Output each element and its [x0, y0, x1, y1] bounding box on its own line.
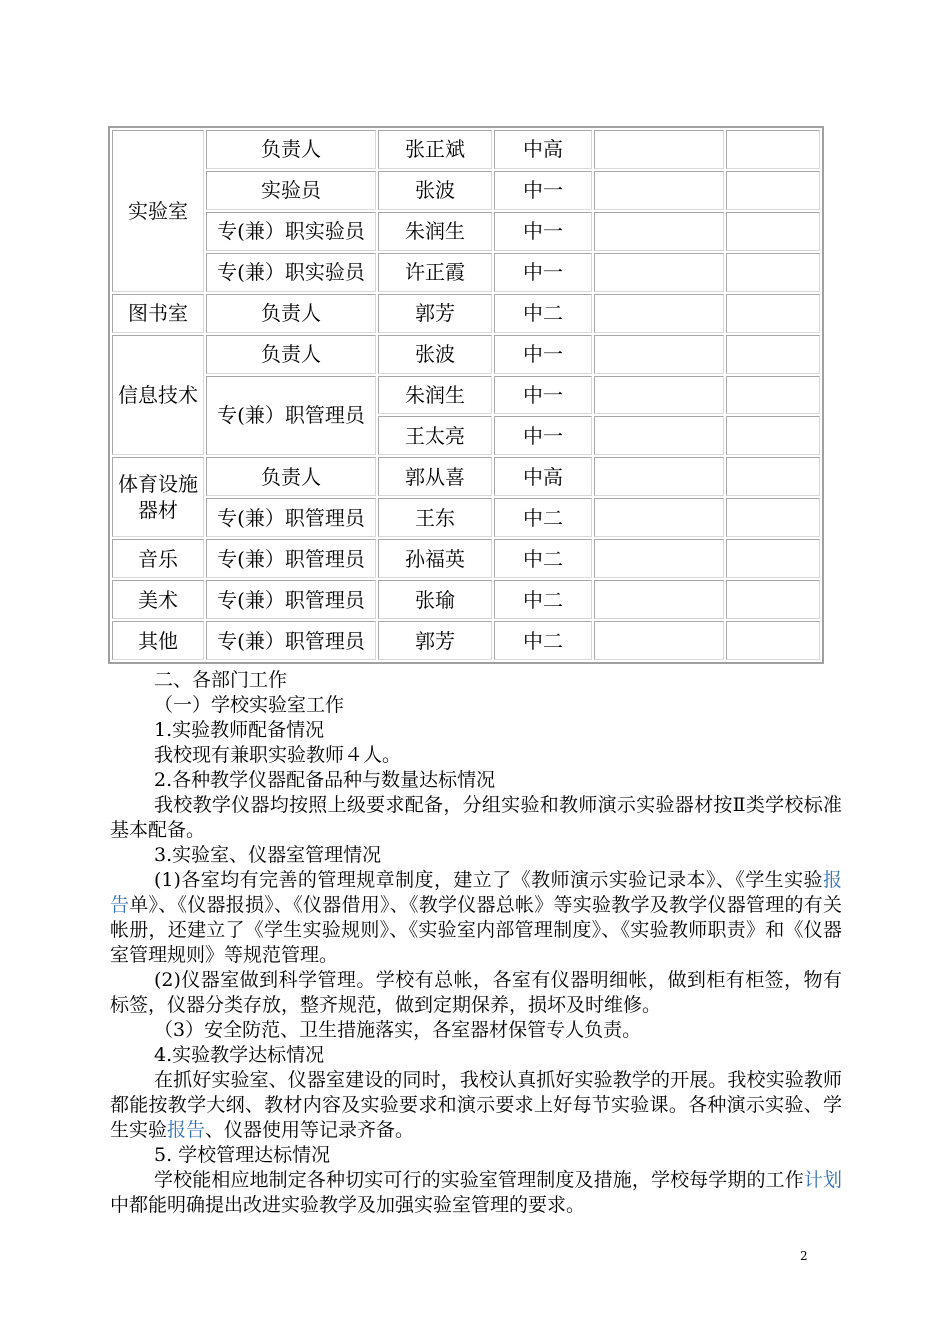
item-title: 3.实验室、仪器室管理情况 — [154, 844, 382, 866]
table-row — [112, 457, 820, 496]
empty-cell — [594, 376, 724, 415]
role-cell: 负责人 — [206, 457, 376, 496]
empty-cell — [594, 457, 724, 496]
role-cell: 专(兼）职管理员 — [206, 621, 376, 660]
report-link[interactable]: 报告 — [110, 869, 842, 916]
empty-cell — [594, 416, 724, 455]
role-cell: 专(兼）职实验员 — [206, 212, 376, 251]
title-cell: 中一 — [494, 416, 592, 455]
dept-cell: 实验室 — [112, 130, 204, 292]
empty-cell — [726, 294, 820, 333]
paragraph: (2)仪器室做到科学管理。学校有总帐，各室有仪器明细帐，做到柜有柜签，物有标签，仪器分类存放，整齐规范，做到定期保养，损坏及时维修。 — [110, 969, 842, 1016]
table-row — [112, 130, 820, 169]
empty-cell — [594, 171, 724, 210]
subsection-heading: （一）学校实验室工作 — [154, 694, 345, 716]
empty-cell — [594, 580, 724, 619]
paragraph — [110, 1068, 842, 1143]
dept-cell: 信息技术 — [112, 335, 204, 456]
text-span: 、仪器使用等记录齐备。 — [205, 1119, 415, 1141]
table-row — [112, 498, 820, 537]
section-heading: 二、各部门工作 — [154, 669, 288, 691]
name-cell: 许正霞 — [378, 253, 492, 292]
name-cell: 张波 — [378, 171, 492, 210]
dept-cell: 体育设施器材 — [112, 457, 204, 537]
empty-cell — [726, 457, 820, 496]
dept-cell: 音乐 — [112, 539, 204, 578]
role-cell: 负责人 — [206, 130, 376, 169]
item-title: 1.实验教师配备情况 — [154, 719, 325, 741]
paragraph — [110, 868, 842, 968]
role-cell: 专(兼）职管理员 — [206, 376, 376, 456]
item-title: 4.实验教学达标情况 — [154, 1044, 325, 1066]
paragraph: 我校现有兼职实验教师４人。 — [154, 744, 402, 766]
text-span: (1)各室均有完善的管理规章制度，建立了《教师演示实验记录本》、《学生实验 — [154, 869, 823, 891]
empty-cell — [594, 212, 724, 251]
empty-cell — [726, 539, 820, 578]
table-row — [112, 212, 820, 251]
report-link[interactable]: 报告 — [167, 1119, 206, 1141]
empty-cell — [726, 130, 820, 169]
table-row — [112, 335, 820, 374]
empty-cell — [594, 130, 724, 169]
text-span: 学校能相应地制定各种切实可行的实验室管理制度及措施，学校每学期的工作 — [154, 1169, 804, 1191]
role-cell: 专(兼）职管理员 — [206, 539, 376, 578]
name-cell: 郭芳 — [378, 294, 492, 333]
paragraph: 我校教学仪器均按照上级要求配备，分组实验和教师演示实验器材按Ⅱ类学校标准基本配备。 — [110, 794, 842, 841]
title-cell: 中二 — [494, 539, 592, 578]
empty-cell — [594, 498, 724, 537]
dept-cell: 美术 — [112, 580, 204, 619]
table-row — [112, 580, 820, 619]
name-cell: 孙福英 — [378, 539, 492, 578]
name-cell: 王东 — [378, 498, 492, 537]
title-cell: 中高 — [494, 457, 592, 496]
table-row — [112, 621, 820, 660]
name-cell: 张正斌 — [378, 130, 492, 169]
title-cell: 中二 — [494, 294, 592, 333]
page-number: 2 — [800, 1249, 808, 1263]
empty-cell — [594, 294, 724, 333]
title-cell: 中二 — [494, 621, 592, 660]
title-cell: 中一 — [494, 212, 592, 251]
role-cell: 专(兼）职实验员 — [206, 253, 376, 292]
title-cell: 中一 — [494, 335, 592, 374]
empty-cell — [726, 212, 820, 251]
empty-cell — [726, 498, 820, 537]
body-text — [110, 668, 842, 1218]
title-cell: 中二 — [494, 498, 592, 537]
paragraph — [110, 1168, 842, 1218]
role-cell: 专(兼）职管理员 — [206, 580, 376, 619]
empty-cell — [726, 621, 820, 660]
role-cell: 专(兼）职管理员 — [206, 498, 376, 537]
item-title: 2.各种教学仪器配备品种与数量达标情况 — [154, 769, 496, 791]
staff-table — [108, 126, 824, 664]
table-row — [112, 171, 820, 210]
name-cell: 王太亮 — [378, 416, 492, 455]
item-title: 5. 学校管理达标情况 — [154, 1144, 331, 1166]
name-cell: 郭芳 — [378, 621, 492, 660]
table-row — [112, 294, 820, 333]
name-cell: 朱润生 — [378, 376, 492, 415]
role-cell: 负责人 — [206, 294, 376, 333]
text-span: 在抓好实验室、仪器室建设的同时，我校认真抓好实验教学的开展。我校实验教师都能按教学大纲、教材内容及实验要求和演示要求上好每节实验课。各种演示实验、学生实验 — [110, 1069, 842, 1141]
paragraph: （3）安全防范、卫生措施落实，各室器材保管专人负责。 — [154, 1019, 642, 1041]
dept-cell: 其他 — [112, 621, 204, 660]
role-cell: 实验员 — [206, 171, 376, 210]
role-cell: 负责人 — [206, 335, 376, 374]
empty-cell — [594, 539, 724, 578]
name-cell: 郭从喜 — [378, 457, 492, 496]
empty-cell — [726, 335, 820, 374]
empty-cell — [726, 376, 820, 415]
empty-cell — [726, 253, 820, 292]
table-row — [112, 539, 820, 578]
title-cell: 中一 — [494, 253, 592, 292]
name-cell: 张瑜 — [378, 580, 492, 619]
plan-link[interactable]: 计划 — [803, 1169, 842, 1191]
text-span: 中都能明确提出改进实验教学及加强实验室管理的要求。 — [110, 1194, 586, 1216]
table-row — [112, 253, 820, 292]
title-cell: 中二 — [494, 580, 592, 619]
empty-cell — [726, 580, 820, 619]
title-cell: 中一 — [494, 171, 592, 210]
empty-cell — [726, 171, 820, 210]
title-cell: 中一 — [494, 376, 592, 415]
empty-cell — [594, 621, 724, 660]
empty-cell — [594, 253, 724, 292]
text-span: 单》、《仪器报损》、《仪器借用》、《教学仪器总帐》等实验教学及教学仪器管理的有关帐册，还建立了《学生实验规则》、《实验室内部管理制度》、《实验教师职责》和《仪器室管理规则》等规范管理。 — [110, 894, 842, 966]
empty-cell — [726, 416, 820, 455]
title-cell: 中高 — [494, 130, 592, 169]
table-row — [112, 376, 820, 415]
name-cell: 张波 — [378, 335, 492, 374]
empty-cell — [594, 335, 724, 374]
dept-cell: 图书室 — [112, 294, 204, 333]
name-cell: 朱润生 — [378, 212, 492, 251]
